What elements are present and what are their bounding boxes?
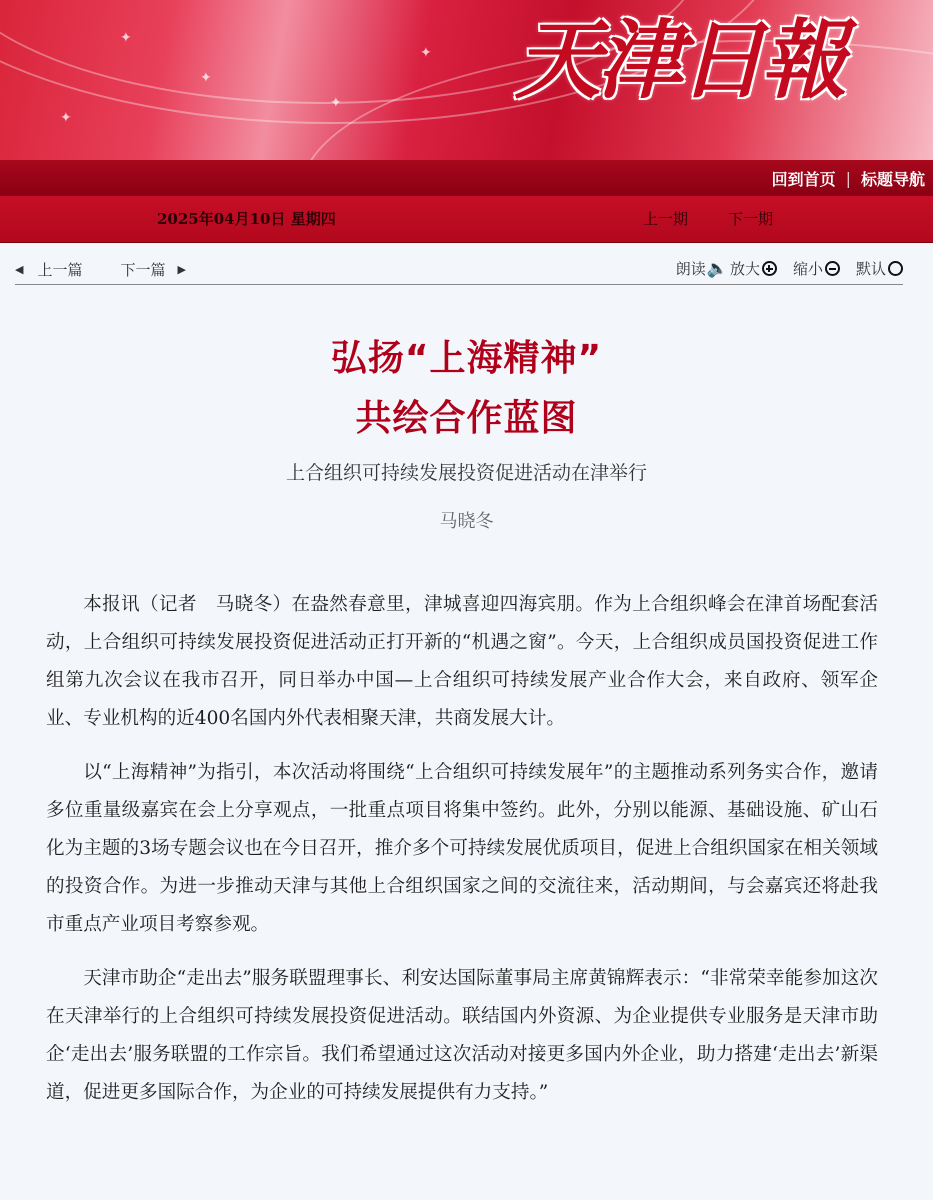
plus-circle-icon <box>762 261 777 276</box>
issue-date: 2025年04月10日 星期四 <box>157 210 336 228</box>
shrink-button[interactable] <box>793 258 840 279</box>
article-paragraph: 以“上海精神”为指引，本次活动将围绕“上合组织可持续发展年”的主题推动系列务实合作，邀请多位重量级嘉宾在会上分享观点，一批重点项目将集中签约。此外，分别以能源、基础设施、矿山石化为主题的3场专题会议也在今日召开，推介多个可持续发展优质项目，促进上合组织国家在相关领域的投资合作。为进一步推动天津与其他上合组织国家之间的交流往来，活动期间，与会嘉宾还将赴我市重点产业项目考察参观。 <box>46 762 878 935</box>
triangle-right-icon[interactable]: ▶ <box>177 263 186 276</box>
issue-navigation <box>643 208 773 229</box>
read-aloud-label: 朗读 <box>675 260 706 278</box>
enlarge-button[interactable] <box>730 258 777 279</box>
default-label: 默认 <box>855 260 886 278</box>
triangle-left-icon[interactable]: ◀ <box>15 263 24 276</box>
article-toolbar <box>15 256 903 285</box>
prev-issue-link[interactable]: 上一期 <box>643 210 689 228</box>
reading-tools <box>676 258 903 279</box>
article-paragraph: 天津市助企“走出去”服务联盟理事长、利安达国际董事局主席黄锦辉表示：“非常荣幸能参加这次在天津举行的上合组织可持续发展投资促进活动。联结国内外资源、为企业提供专业服务是天津市助企‘走出去’服务联盟的工作宗旨。我们希望通过这次活动对接更多国内外企业，助力搭建‘走出去’新渠道，促进更多国际合作，为企业的可持续发展提供有力支持。” <box>46 968 878 1103</box>
next-article-link[interactable]: 下一篇 <box>120 261 166 279</box>
top-nav-links <box>772 160 925 196</box>
nav-separator: | <box>845 168 851 188</box>
sparkle-icon: ✦ <box>420 45 432 61</box>
home-link[interactable]: 回到首页 <box>771 169 836 189</box>
article-headline-line1: 弘扬“上海精神” <box>330 338 603 379</box>
masthead-banner <box>0 0 933 160</box>
sparkle-icon: ✦ <box>60 110 72 126</box>
sparkle-icon: ✦ <box>200 70 212 86</box>
newspaper-logo: 天津日報 <box>515 10 843 111</box>
article-body <box>46 586 878 1128</box>
article-paragraph: 本报讯（记者 马晓冬）在盎然春意里，津城喜迎四海宾朋。作为上合组织峰会在津首场配套活动，上合组织可持续发展投资促进活动正打开新的“机遇之窗”。今天，上合组织成员国投资促进工作组第九次会议在我市召开，同日举办中国—上合组织可持续发展产业合作大会，来自政府、领军企业、专业机构的近400名国内外代表相聚天津，共商发展大计。 <box>46 594 878 729</box>
enlarge-label: 放大 <box>729 260 760 278</box>
article-author: 马晓冬 <box>439 511 494 532</box>
default-size-button[interactable] <box>856 258 903 279</box>
next-issue-link[interactable]: 下一期 <box>728 210 774 228</box>
circle-icon <box>888 261 903 276</box>
top-nav-bar <box>0 160 933 196</box>
shrink-label: 缩小 <box>792 260 823 278</box>
sparkle-icon: ✦ <box>120 30 132 46</box>
article-subtitle: 上合组织可持续发展投资促进活动在津举行 <box>285 462 647 484</box>
title-nav-link[interactable]: 标题导航 <box>860 169 925 189</box>
date-bar <box>0 196 933 243</box>
minus-circle-icon <box>825 261 840 276</box>
article-headline-line2: 共绘合作蓝图 <box>355 398 578 439</box>
article-navigation <box>15 259 186 280</box>
sparkle-icon: ✦ <box>330 95 342 111</box>
read-aloud-button[interactable] <box>676 258 728 279</box>
speaker-icon: 🔈 <box>706 258 728 279</box>
prev-article-link[interactable]: 上一篇 <box>37 261 83 279</box>
